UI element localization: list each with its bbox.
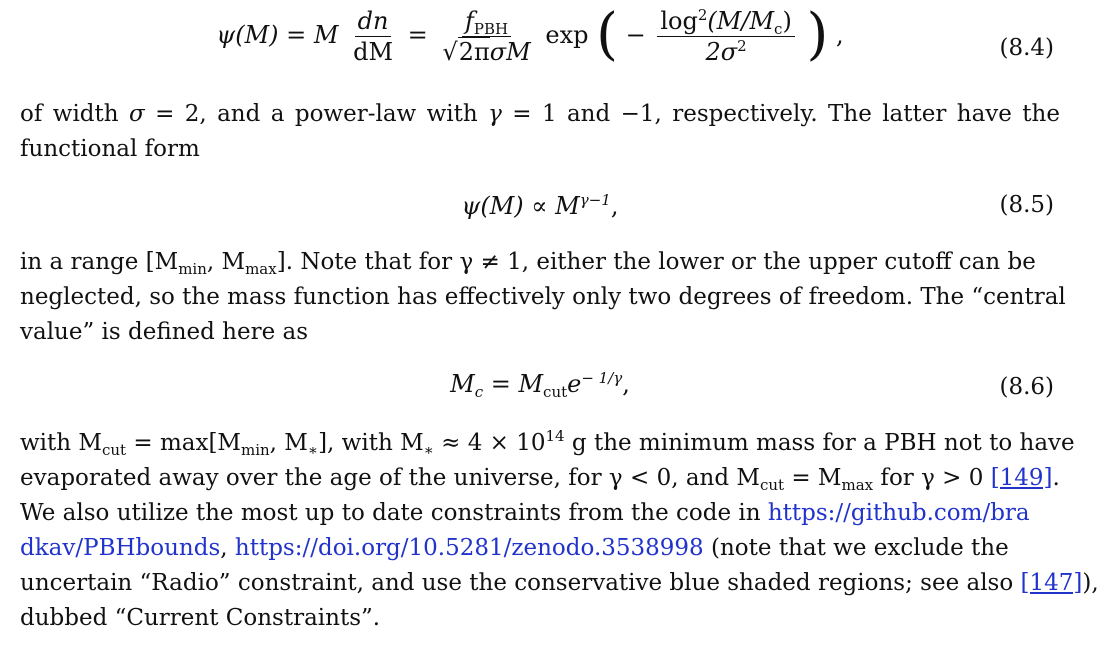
p3-l2-c: for γ > 0 <box>873 465 991 491</box>
eq85-lhs: ψ(M) ∝ M <box>461 192 580 220</box>
eq84-trail: , <box>835 21 844 49</box>
p3-l1-sub-cut: cut <box>101 441 127 459</box>
p3-l1-a: with M <box>20 430 102 456</box>
p1-word: respectively. <box>672 101 818 127</box>
p1-word: 2, <box>184 101 207 127</box>
eq84-fraction-log <box>657 8 794 65</box>
p3-l4-a: , <box>220 535 235 561</box>
eq84-frac2-sqrt-arg: 2π <box>458 38 490 66</box>
p3-line-2 <box>20 461 1060 496</box>
eq84-left-paren: ( <box>596 1 618 67</box>
citation-149-link[interactable]: [149] <box>990 465 1053 491</box>
p3-l2-sub-cut: cut <box>759 476 785 494</box>
p1-word: γ <box>488 101 502 127</box>
p3-line-6: dubbed “Current Constraints”. <box>20 605 381 631</box>
eq84-fraction-dn-dM <box>350 8 396 65</box>
p3-l1-c: , M <box>269 430 308 456</box>
p1-word: −1, <box>620 101 662 127</box>
p3-l1-sup-14: 14 <box>545 427 565 445</box>
eq84-fraction-fpbh <box>439 8 533 65</box>
eq86-lhs: M <box>450 370 475 398</box>
p3-l2-a: evaporated away over the age of the universe, for γ < 0, and M <box>20 465 760 491</box>
p3-l3-a: We also utilize the most up to date constraints from the code in <box>20 500 768 526</box>
p3-l1-d: ], with M <box>318 430 424 456</box>
eq84-frac2-f: f <box>465 7 474 35</box>
p3-l1-b: = max[M <box>126 430 241 456</box>
p2-line-1 <box>20 245 1060 280</box>
p2-text-a: in a range [M <box>20 249 179 275</box>
eq86-equals: = M <box>483 370 544 398</box>
eq84-minus: − <box>625 21 646 49</box>
eq84-lhs: ψ(M) = M <box>216 21 339 49</box>
p3-l5-b: ), <box>1082 570 1099 596</box>
p3-l4-b: (note that we exclude the <box>703 535 1009 561</box>
eq84-frac1-den: dM <box>353 38 394 66</box>
p1-word: of <box>20 101 43 127</box>
eq84-frac3-log-sup: 2 <box>697 6 708 24</box>
paragraph-2 <box>20 245 1066 350</box>
p1-word: the <box>1022 101 1060 127</box>
equation-8-5 <box>0 192 1080 220</box>
eq84-frac2-den-post: σM <box>489 38 531 66</box>
eq85-number: (8.5) <box>999 192 1054 218</box>
p3-l1-sub-star: ∗ <box>307 441 319 459</box>
p3-line-1 <box>20 426 1075 461</box>
eq86-e: e <box>567 370 582 398</box>
p1-word: σ <box>128 101 145 127</box>
p2-line-3: value” is defined here as <box>20 319 309 345</box>
p2-line-2: neglected, so the mass function has effectively only two degrees of freedom. The “central <box>20 284 1066 310</box>
eq84-frac3-arg: (M/M <box>707 7 775 35</box>
equation-8-4 <box>0 1 1080 67</box>
paragraph-1 <box>20 97 1060 167</box>
eq84-frac3-den-sup: 2 <box>737 37 747 55</box>
p1-word: 1 <box>541 101 557 127</box>
p1-word: have <box>956 101 1012 127</box>
github-link-part2[interactable]: dkav/PBHbounds <box>20 535 221 561</box>
eq84-frac3-den: 2σ <box>705 38 738 66</box>
p1-word: The <box>828 101 872 127</box>
p2-text-b: , M <box>206 249 246 275</box>
eq86-trail: , <box>622 370 630 398</box>
eq86-lhs-sub: c <box>474 383 484 401</box>
p3-l1-sub-star2: ∗ <box>423 441 434 459</box>
p3-l5-a: uncertain “Radio” constraint, and use the conservative blue shaded regions; see also <box>20 570 1021 596</box>
p1-word: a <box>270 101 285 127</box>
eq84-right-paren: ) <box>806 1 829 67</box>
eq84-exp: exp <box>545 21 589 49</box>
p1-line-2: functional form <box>20 136 200 162</box>
p1-word: = <box>155 101 175 127</box>
eq84-frac3-log: log <box>660 7 698 35</box>
eq84-frac1-num: dn <box>357 7 389 35</box>
p1-line-1 <box>20 97 1060 132</box>
p3-l2-b: = M <box>784 465 842 491</box>
eq84-frac3-close: ) <box>782 7 792 35</box>
p1-word: power-law <box>294 101 417 127</box>
eq86-exp-sup: − 1/γ <box>581 369 623 387</box>
eq85-sup: γ−1 <box>579 191 611 209</box>
p3-l2-d: . <box>1052 465 1060 491</box>
p3-line-5 <box>20 566 1099 601</box>
p1-word: with <box>426 101 478 127</box>
p1-word: latter <box>882 101 947 127</box>
p3-line-4 <box>20 531 1060 566</box>
eq84-number: (8.4) <box>999 35 1054 61</box>
p2-sub-max: max <box>245 260 277 278</box>
paragraph-3 <box>20 426 1099 636</box>
p2-sub-min: min <box>178 260 207 278</box>
p1-word: width <box>52 101 119 127</box>
p2-text-c: ]. Note that for γ ≠ 1, either the lower or the upper cutoff can be <box>276 249 1036 275</box>
p3-l2-sub-max: max <box>841 476 874 494</box>
eq85-trail: , <box>610 192 619 220</box>
eq84-equals: = <box>407 21 428 49</box>
eq86-rhs-sub: cut <box>543 383 568 401</box>
github-link-part1[interactable]: https://github.com/bra <box>767 500 1030 526</box>
p1-word: = <box>512 101 532 127</box>
citation-147-link[interactable]: [147] <box>1020 570 1083 596</box>
zenodo-link[interactable]: https://doi.org/10.5281/zenodo.3538998 <box>234 535 704 561</box>
p3-l1-sub-min: min <box>240 441 270 459</box>
equation-8-6 <box>0 369 1080 401</box>
p3-l1-e: ≈ 4 × 10 <box>433 430 546 456</box>
eq84-frac3-sub: c <box>774 20 783 38</box>
p3-l1-f: g the minimum mass for a PBH not to have <box>564 430 1075 456</box>
eq84-frac2-sqrt-sign: √ <box>442 38 458 66</box>
p3-line-3 <box>20 496 1060 531</box>
p1-word: and <box>217 101 261 127</box>
eq86-number: (8.6) <box>999 374 1054 400</box>
eq84-frac2-sub: PBH <box>473 20 509 38</box>
p1-word: and <box>566 101 611 127</box>
